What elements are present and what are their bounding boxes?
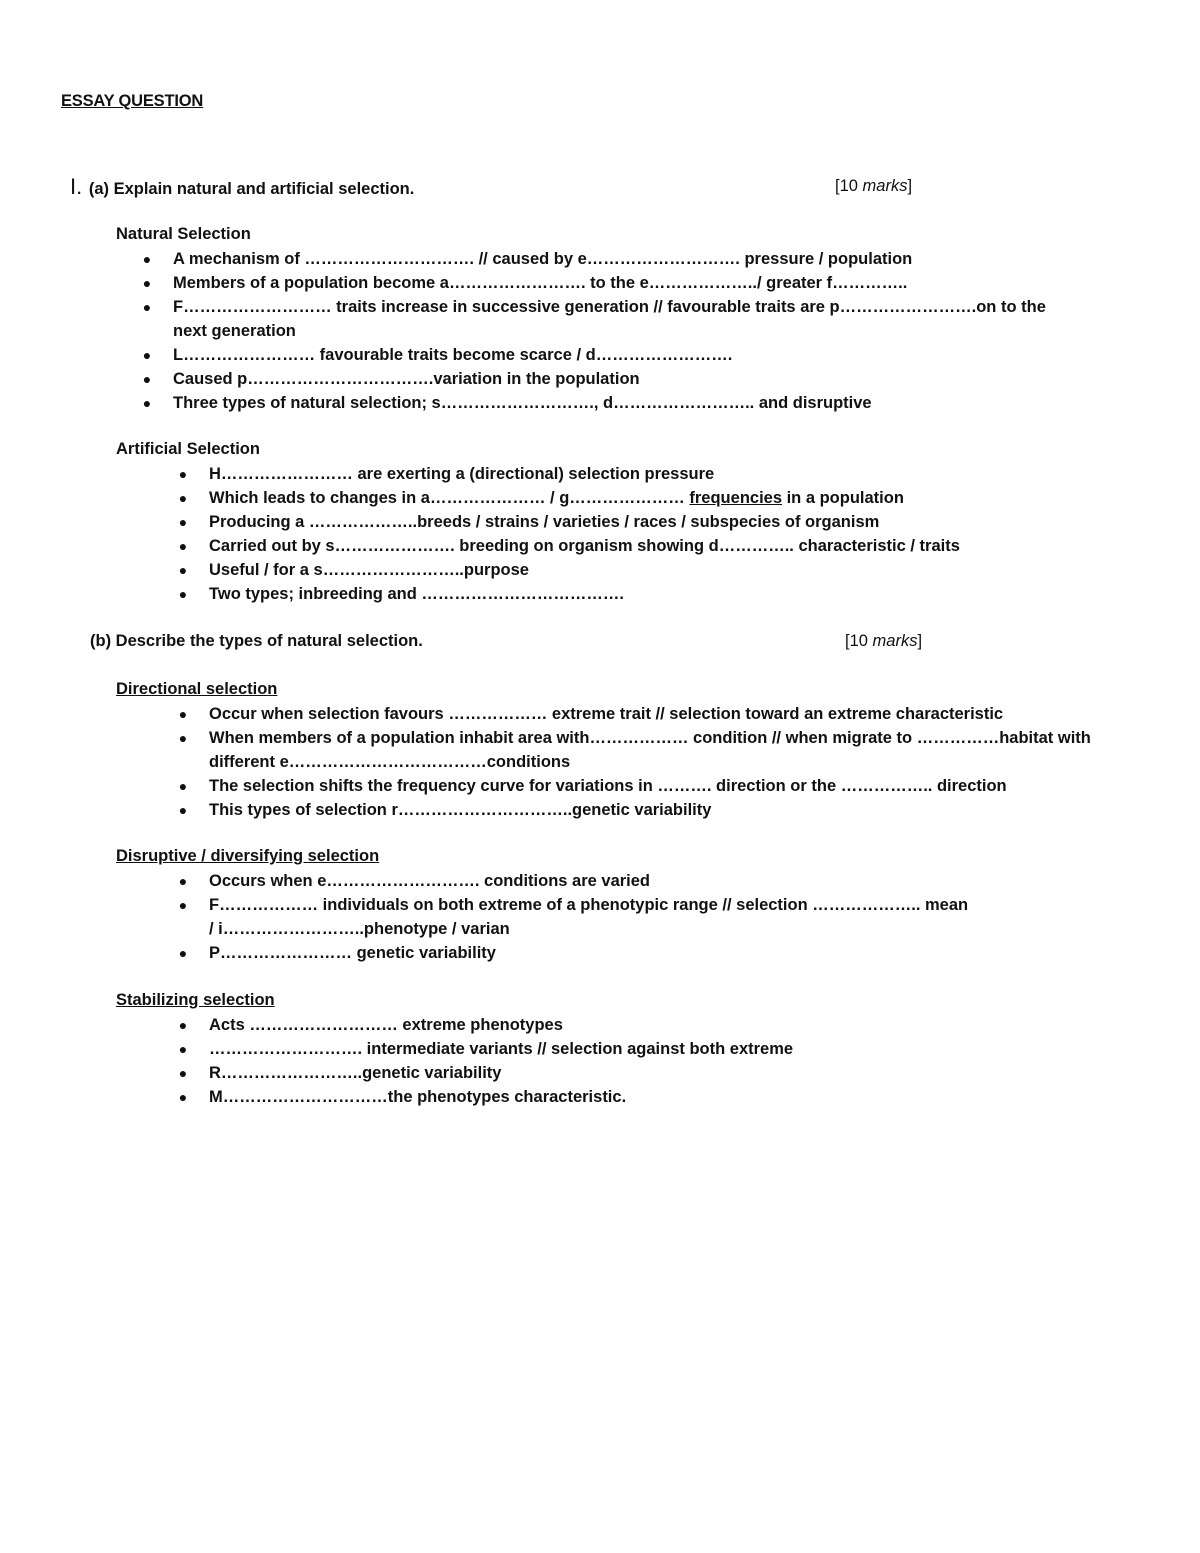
list-item-text: Useful / for a s……………………..purpose xyxy=(209,561,529,579)
bullet-icon: ● xyxy=(142,371,152,387)
question-1b-prompt xyxy=(90,632,423,651)
list-item xyxy=(173,798,1098,822)
stabilizing-selection-list xyxy=(173,1013,1073,1109)
list-item-text: This types of selection r…………………………..genetic variability xyxy=(209,801,712,819)
list-item xyxy=(137,295,1067,343)
list-item-text: ………………………. intermediate variants // selection against both extreme xyxy=(209,1040,794,1058)
list-item-text: When members of a population inhabit area with……………… condition // when migrate to ……………habitat with different e………………………………conditions xyxy=(209,729,1091,771)
list-item-text: Three types of natural selection; s………………………., d…………………….. and disruptive xyxy=(173,394,872,412)
question-1b-text: (b) Describe the types of natural selection. xyxy=(90,632,423,650)
artificial-selection-heading: Artificial Selection xyxy=(116,440,260,458)
stabilizing-selection-heading: Stabilizing selection xyxy=(116,991,275,1009)
bullet-icon: ● xyxy=(178,802,188,818)
list-item xyxy=(173,1037,1073,1061)
list-item-text: P…………………… genetic variability xyxy=(209,944,496,962)
list-item-text: Which leads to changes in a………………… / g………………… xyxy=(209,489,690,507)
list-item-text: Caused p…………………………….variation in the population xyxy=(173,370,640,388)
list-item xyxy=(173,941,973,965)
list-item-text: F……………… individuals on both extreme of a phenotypic range // selection ……………….. mean / i……………………..phenotype / varian xyxy=(209,896,969,938)
list-item-text: H…………………… are exerting a (directional) selection pressure xyxy=(209,465,715,483)
list-item xyxy=(173,702,1098,726)
list-item-text: The selection shifts the frequency curve for variations in ………. direction or the …………….. direction xyxy=(209,777,1007,795)
bullet-icon: ● xyxy=(178,1017,188,1033)
bullet-icon: ● xyxy=(142,275,152,291)
list-item xyxy=(173,486,1093,510)
list-item-text: Occur when selection favours ……………… extreme trait // selection toward an extreme characteristic xyxy=(209,705,1004,723)
bullet-icon: ● xyxy=(178,586,188,602)
list-item xyxy=(137,343,1067,367)
list-item xyxy=(173,726,1098,774)
list-item-text: Acts ……………………… extreme phenotypes xyxy=(209,1016,563,1034)
list-item-text: F……………………… traits increase in successive generation // favourable traits are p…………………….on to the next generation xyxy=(173,298,1046,340)
list-item-text: Two types; inbreeding and ………………………………. xyxy=(209,585,624,603)
bullet-icon: ● xyxy=(178,945,188,961)
list-item xyxy=(173,510,1093,534)
bullet-icon: ● xyxy=(178,1041,188,1057)
list-item-text: Producing a ………………..breeds / strains / varieties / races / subspecies of organism xyxy=(209,513,880,531)
list-item xyxy=(137,247,1067,271)
marks-word: marks xyxy=(872,632,918,650)
list-item xyxy=(137,391,1067,415)
marks-close: ] xyxy=(917,632,923,650)
marks-word: marks xyxy=(862,177,908,195)
directional-selection-list xyxy=(173,702,1098,822)
natural-selection-heading: Natural Selection xyxy=(116,225,251,243)
list-item-text: Occurs when e………………………. conditions are varied xyxy=(209,872,651,890)
marks-close: ] xyxy=(907,177,913,195)
bullet-icon: ● xyxy=(178,897,188,913)
marks-open: [10 xyxy=(845,632,873,650)
bullet-icon: ● xyxy=(142,299,152,315)
bullet-icon: ● xyxy=(178,778,188,794)
list-item xyxy=(173,462,1093,486)
question-1a-text: (a) Explain natural and artificial selection. xyxy=(88,180,415,198)
question-1b-marks xyxy=(845,632,922,651)
bullet-icon: ● xyxy=(178,873,188,889)
directional-selection-heading: Directional selection xyxy=(116,680,278,698)
bullet-icon: ● xyxy=(178,1089,188,1105)
bullet-icon: ● xyxy=(178,1065,188,1081)
marks-open: [10 xyxy=(835,177,863,195)
bullet-icon: ● xyxy=(142,251,152,267)
bullet-icon: ● xyxy=(142,395,152,411)
bullet-icon: ● xyxy=(178,466,188,482)
list-item xyxy=(173,582,1093,606)
list-item-text: L…………………… favourable traits become scarce / d……………………. xyxy=(173,346,733,364)
list-item-text-tail: in a population xyxy=(782,489,904,507)
bullet-icon: ● xyxy=(178,562,188,578)
bullet-icon: ● xyxy=(178,514,188,530)
list-item-text: M…………………………the phenotypes characteristic. xyxy=(209,1088,627,1106)
list-item xyxy=(173,534,1093,558)
list-item xyxy=(137,271,1067,295)
list-item xyxy=(173,1013,1073,1037)
list-item xyxy=(173,1061,1073,1085)
list-item-text: Members of a population become a……………………. to the e………………../ greater f………….. xyxy=(173,274,908,292)
list-item xyxy=(173,774,1098,798)
list-item xyxy=(173,869,973,893)
bullet-icon: ● xyxy=(178,538,188,554)
list-item xyxy=(173,1085,1073,1109)
list-item xyxy=(173,558,1093,582)
underlined-term: frequencies xyxy=(689,489,783,507)
bullet-icon: ● xyxy=(142,347,152,363)
disruptive-selection-list xyxy=(173,869,973,965)
question-1a-marks xyxy=(835,177,912,196)
list-item xyxy=(137,367,1067,391)
natural-selection-list xyxy=(137,247,1067,415)
list-item-text: A mechanism of …………………………. // caused by e………………………. pressure / population xyxy=(173,250,913,268)
list-item-text: R……………………..genetic variability xyxy=(209,1064,502,1082)
disruptive-selection-heading: Disruptive / diversifying selection xyxy=(116,847,380,865)
bullet-icon: ● xyxy=(178,706,188,722)
question-number: I. xyxy=(70,174,83,199)
artificial-selection-list xyxy=(173,462,1093,606)
question-1a-prompt xyxy=(70,174,414,200)
bullet-icon: ● xyxy=(178,490,188,506)
list-item-text: Carried out by s…………………. breeding on organism showing d………….. characteristic / traits xyxy=(209,537,960,555)
list-item xyxy=(173,893,973,941)
page-title: ESSAY QUESTION xyxy=(61,92,204,110)
bullet-icon: ● xyxy=(178,730,188,746)
